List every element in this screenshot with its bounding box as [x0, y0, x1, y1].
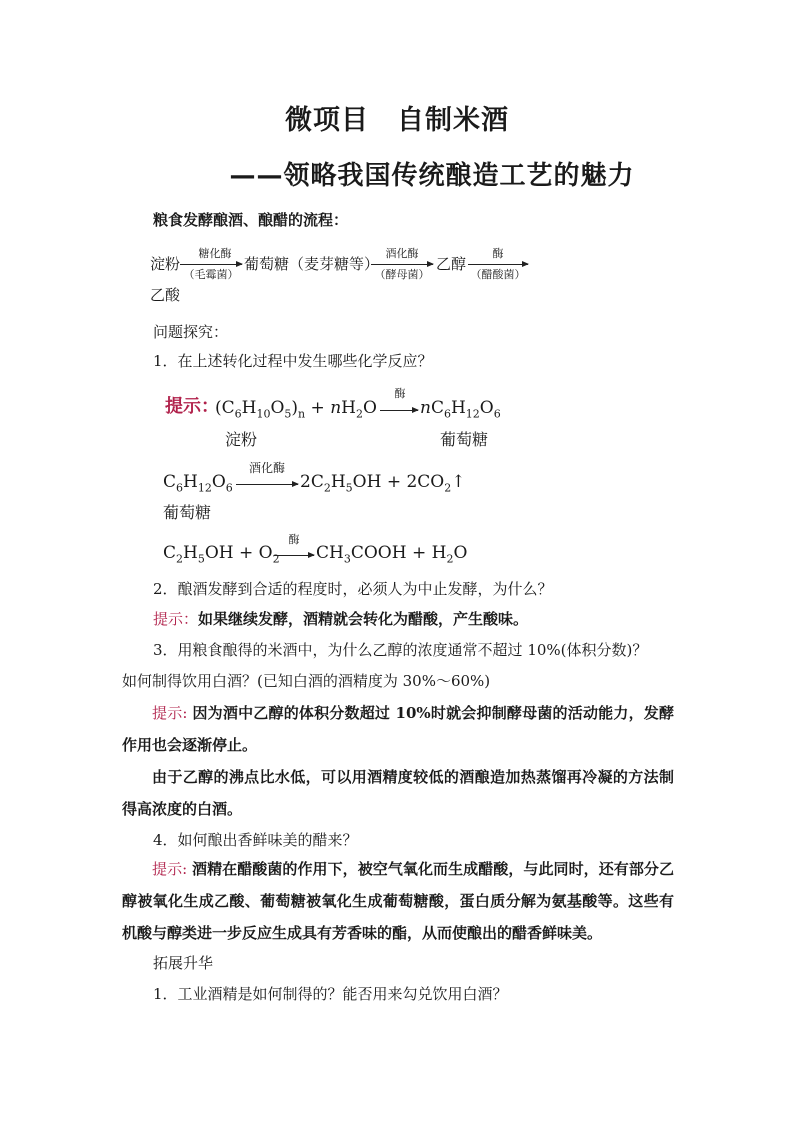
eq3-catalyst: 酶	[288, 533, 300, 546]
eq3-left: $C_2H_5OH + O_2$	[163, 543, 280, 566]
question-3-line1: 3．用粮食酿得的米酒中，为什么乙醇的浓度通常不超过 10%(体积分数)？	[153, 641, 648, 659]
eq3-right: $CH_3COOH + H_2O$	[316, 543, 468, 566]
answer-3-p2: 由于乙醇的沸点比水低，可以用酒精度较低的酒酿造加热蒸馏再冷凝的方法制得高浓度的白酒。	[122, 768, 674, 818]
answer-4	[122, 853, 674, 949]
hint-label-1: 提示：	[165, 396, 219, 417]
extension-question-1: 1．工业酒精是如何制得的？能否用来勾兑饮用白酒？	[153, 985, 508, 1003]
eq2-left: $C_6H_{12}O_6$	[163, 472, 233, 495]
flow-step-ethanol: 乙醇	[436, 255, 467, 273]
flow-arrow3-bottom: （醋酸菌）	[470, 268, 526, 281]
eq1-right: $nC_6H_{12}O_6$	[420, 398, 501, 421]
flow-step-acetic-acid: 乙酸	[150, 286, 181, 304]
answer-2-text: 如果继续发酵，酒精就会转化为醋酸，产生酸味。	[198, 610, 529, 628]
eq2-arrow	[236, 484, 298, 485]
eq3-arrow	[274, 555, 314, 556]
question-1: 1．在上述转化过程中发生哪些化学反应？	[153, 352, 433, 370]
answer-2	[153, 609, 528, 629]
answer-3-p1-text: 因为酒中乙醇的体积分数超过 10%时就会抑制酵母菌的活动能力，发酵作用也会逐渐停止。	[122, 704, 674, 754]
answer-4-text: 酒精在醋酸菌的作用下，被空气氧化而生成醋酸，与此同时，还有部分乙醇被氧化生成乙酸、葡萄糖被氧化生成葡萄糖酸，蛋白质分解为氨基酸等。这些有机酸与醇类进一步反应生成具有芳香味的酯，从而使酿出的醋香鲜味美。	[122, 860, 674, 942]
flow-step-glucose: 葡萄糖（麦芽糖等）	[244, 255, 380, 273]
flow-arrow2-bottom: （酵母菌）	[374, 268, 430, 281]
page-subtitle: ——领略我国传统酿造工艺的魅力	[229, 161, 635, 191]
inquiry-heading: 问题探究：	[153, 323, 229, 341]
flow-arrow2-top: 酒化酶	[385, 247, 419, 260]
flow-arrow3-top: 酶	[492, 247, 504, 260]
flow-arrow1-bottom: （毛霉菌）	[183, 268, 239, 281]
answer-3-p1	[122, 697, 674, 761]
question-2: 2．酿酒发酵到合适的程度时，必须人为中止发酵，为什么？	[153, 580, 553, 598]
eq1-starch-label: 淀粉	[225, 430, 258, 449]
eq1-catalyst: 酶	[394, 387, 406, 400]
hint-label-2: 提示：	[153, 610, 199, 628]
eq2-glucose-label: 葡萄糖	[163, 503, 212, 522]
eq1-arrow	[380, 410, 418, 411]
hint-label-3: 提示:	[152, 704, 188, 722]
flow-arrow1-top: 糖化酶	[198, 247, 232, 260]
flow-step-starch: 淀粉	[150, 255, 181, 273]
eq2-catalyst: 酒化酶	[248, 461, 285, 475]
question-3-line2: 如何制得饮用白酒？(已知白酒的酒精度为 30%～60%)	[122, 672, 491, 690]
process-heading: 粮食发酵酿酒、酿醋的流程：	[153, 211, 349, 229]
extension-heading: 拓展升华	[153, 954, 214, 972]
eq1-left: $(C_6H_{10}O_5)_n + nH_2O$	[215, 398, 377, 421]
hint-label-4: 提示:	[152, 860, 188, 878]
question-4: 4．如何酿出香鲜味美的醋来？	[153, 831, 358, 849]
eq1-glucose-label: 葡萄糖	[440, 430, 489, 449]
page-title: 微项目 自制米酒	[285, 105, 509, 136]
eq2-right: $2C_2H_5OH$ + $2CO_2↑$	[300, 472, 466, 495]
